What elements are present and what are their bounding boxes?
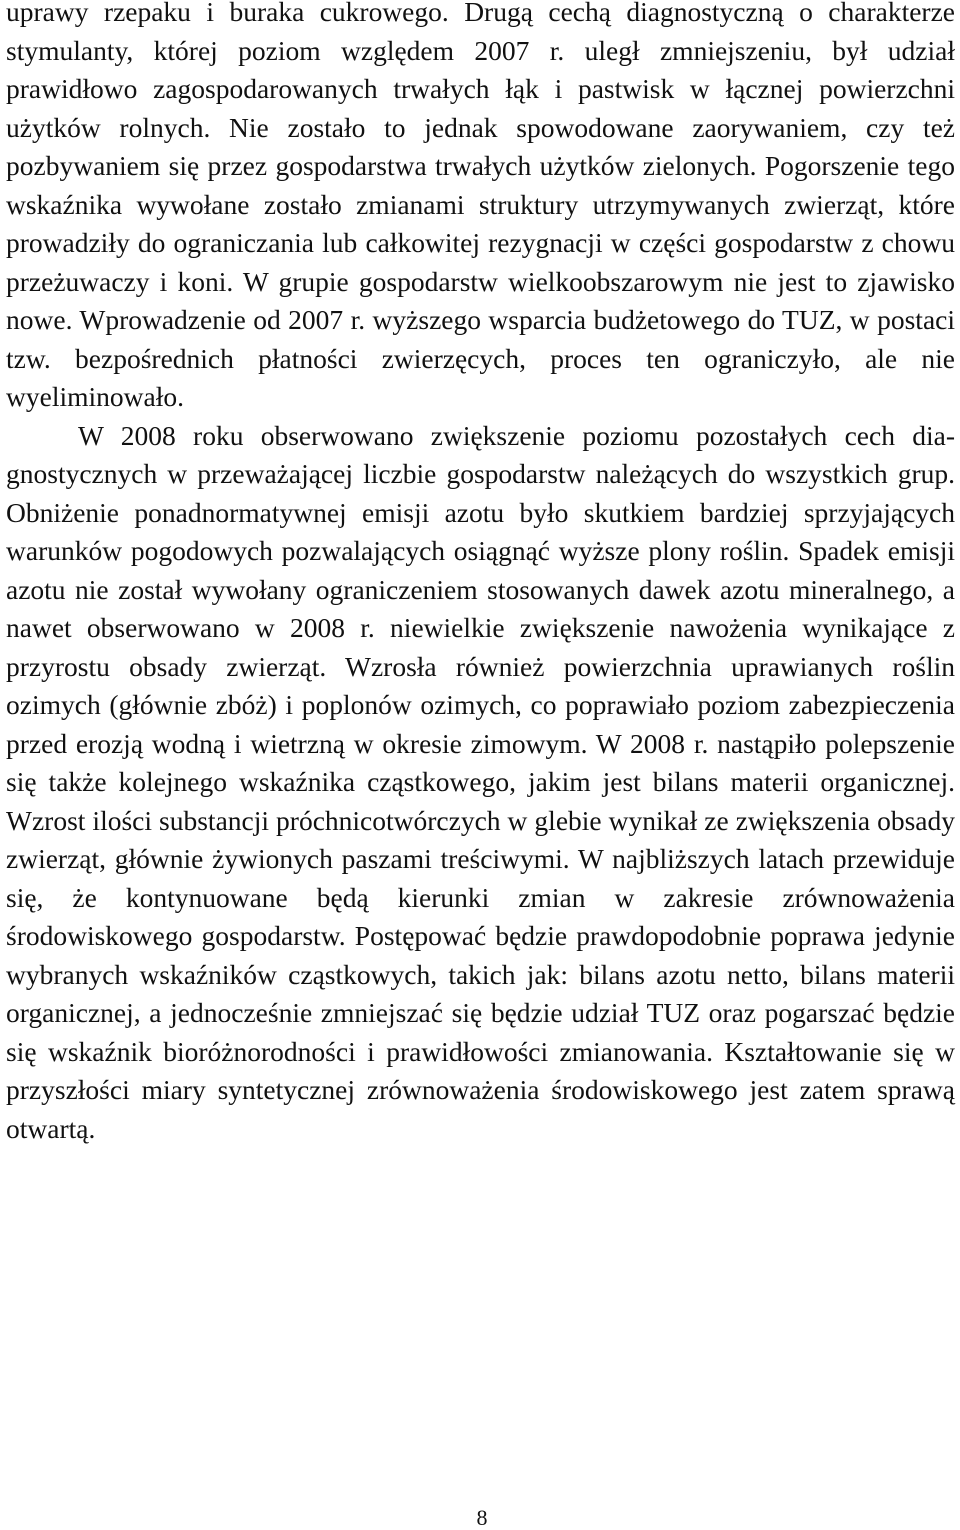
paragraph-continued: uprawy rzepaku i buraka cukrowego. Drugą cechą diagnostyczną o charakterze stymulanty, której poziom względem 2007 r. uległ zmniejszeniu, był udział prawidłowo zagospodarowanych trwałych łąk i pastwisk w łącznej powierzchni użytków rolnych. Nie zostało to jednak spowodowane zaorywaniem, czy też pozbywaniem się przez gospodarstwa trwałych użytków zielonych. Pogorszenie tego wskaźnika wywołane zostało zmianami struktury utrzymywanych zwierząt, które prowadziły do ograniczania lub całkowitej rezygnacji w części gospodarstw z chowu przeżuwaczy i koni. W grupie gospodarstw wielkoobszarowym nie jest to zjawisko nowe. Wprowadzenie od 2007 r. wyższego wsparcia budżetowego do TUZ, w postaci tzw. bezpośrednich płatności zwierzęcych, proces ten ograniczyło, ale nie wyeliminowało.	[6, 0, 955, 412]
page-number: 8	[476, 1505, 488, 1530]
body-text	[6, 0, 955, 1148]
paragraph-2008-observations: W 2008 roku obserwowano zwiększenie poziomu pozostałych cech diagnostycznych w przeważającej liczbie gospodarstw należących do wszystkich grup. Obniżenie ponadnormatywnej emisji azotu było skutkiem bardziej sprzyjających warunków pogodowych pozwalających osiągnąć wyższe plony roślin. Spadek emisji azotu nie został wywołany ograniczeniem stosowanych dawek azotu mineralnego, a nawet obserwowano w 2008 r. niewielkie zwiększenie nawożenia wynikające z przyrostu obsady zwierząt. Wzrosła również powierzchnia uprawianych roślin ozimych (głównie zbóż) i poplonów ozimych, co poprawiało poziom zabezpieczenia przed erozją wodną i wietrzną w okresie zimowym. W 2008 r. nastąpiło polepszenie się także kolejnego wskaźnika cząstkowego, jakim jest bilans materii organicznej. Wzrost ilości substancji próchnicotwórczych w glebie wynikał ze zwiększenia obsady zwierząt, głównie żywionych paszami treściwymi. W najbliższych latach przewiduje się, że kontynuowane będą kierunki zmian w zakresie zrównoważenia środowiskowego gospodarstw. Postępować będzie prawdopodobnie poprawa jedynie wybranych wskaźników cząstkowych, takich jak: bilans azotu netto, bilans materii organicznej, a jednocześnie zmniejszać się będzie udział TUZ oraz pogarszać będzie się wskaźnik bioróżnorodności i prawidłowości zmianowania. Kształtowanie się w przyszłości miary syntetycznej zrównoważenia środowiskowego jest zatem sprawą otwartą.	[6, 419, 955, 1144]
